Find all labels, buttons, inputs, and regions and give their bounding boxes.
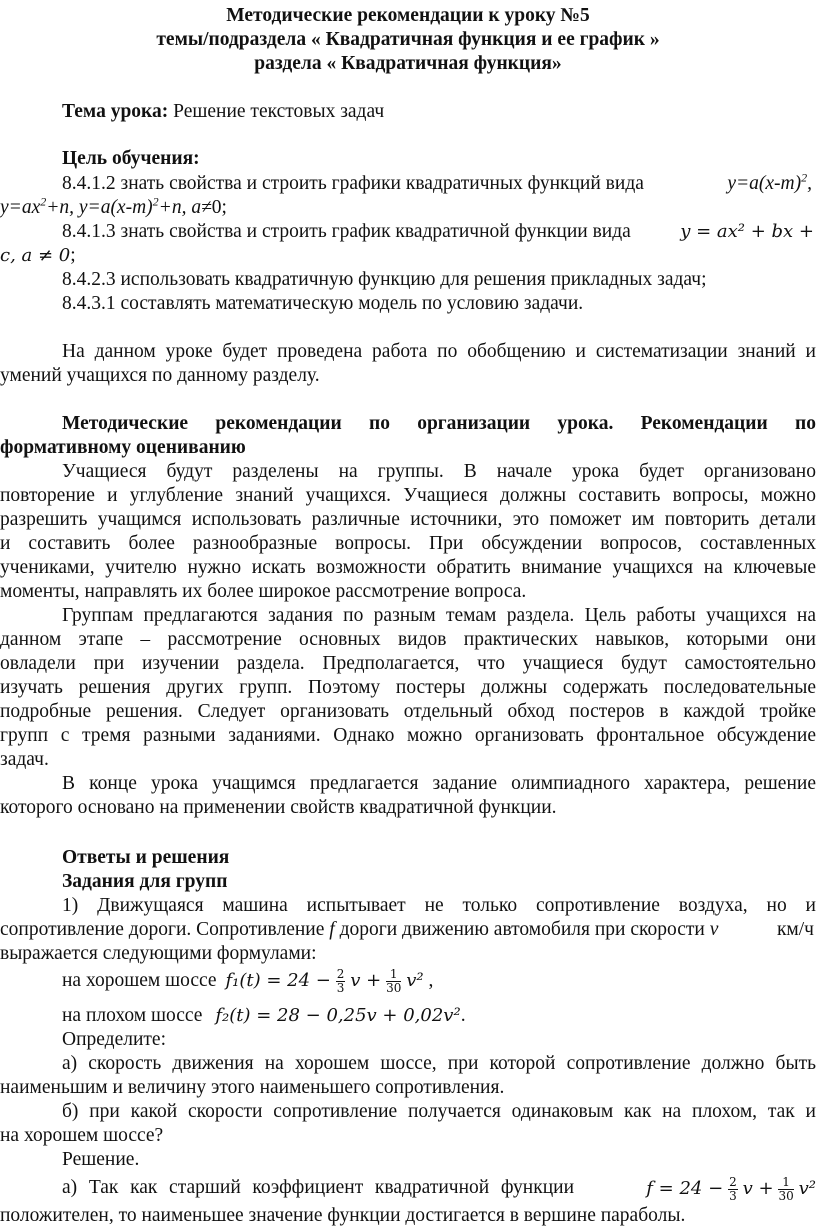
methods-p2-line: овладели при изучении раздела. Предполагается, что учащиеся будут самостоятельно [0, 653, 816, 674]
task-1-line-2: сопротивление дороги. Сопротивление f дороги движению автомобиля при скорости v км/ч [0, 919, 814, 940]
methods-p2-line: групп с тремя разными заданиями. Однако можно организовать фронтальное обсуждение [0, 725, 816, 746]
variable-f: f [329, 919, 335, 940]
task-1-line-1: 1) Движущаяся машина испытывает не только сопротивление воздуха, но и [62, 895, 816, 916]
goal-2-formula: y = ax² + bx + [680, 221, 814, 242]
methods-p2-line: подробные решения. Следует организовать отдельный обход постеров в каждой тройке [0, 701, 816, 722]
methods-heading-line-1: Методические рекомендации по организации урока. Рекомендации по [62, 413, 816, 434]
goal-1-line-1 [62, 172, 816, 196]
answers-subheading: Задания для групп [62, 871, 228, 892]
variable-v: v [709, 919, 719, 940]
methods-p2-line: изучать решения других групп. Поэтому постеры должны содержать последовательные [0, 677, 816, 698]
answers-heading: Ответы и решения [62, 847, 230, 868]
topic-label: Тема урока: [62, 101, 169, 122]
goal-2-line-1 [62, 220, 816, 244]
header-line-2: темы/подраздела « Квадратичная функция и ее график » [156, 29, 660, 50]
goal-3: 8.4.2.3 использовать квадратичную функцию для решения прикладных задач; [62, 269, 707, 290]
methods-p1-line: разрешить учащимся использовать различные источники, это поможет им повторить детали [0, 509, 816, 530]
goal-4: 8.4.3.1 составлять математическую модель по условию задачи. [62, 293, 584, 314]
good-road-label: на хорошем шоссе [62, 969, 217, 991]
header-line-3: раздела « Квадратичная функция» [254, 53, 562, 74]
question-a-line-2: наименьшим и величину этого наименьшего сопротивления. [0, 1077, 505, 1098]
goal-2-text: 8.4.1.3 знать свойства и строить график квадратичной функции вида [62, 221, 631, 242]
methods-p3-line: В конце урока учащимся предлагается задание олимпиадного характера, решение [62, 773, 816, 794]
question-b-line-2: на хорошем шоссе? [0, 1125, 164, 1146]
methods-p1-line: учениками, учителю нужно искать возможности обратить внимание учащихся на ключевые [0, 557, 816, 578]
bad-road-label: на плохом шоссе [62, 1005, 203, 1026]
header-line-1: Методические рекомендации к уроку №5 [226, 5, 590, 26]
determine-label: Определите: [62, 1029, 167, 1050]
question-b-line-1: б) при какой скорости сопротивление получается одинаковым как на плохом, так и [62, 1101, 816, 1122]
goal-1-line-2 [0, 196, 227, 220]
methods-p2-line: Группам предлагаются задания по разным темам раздела. Цель работы учащихся на [62, 605, 816, 626]
topic-line [62, 100, 384, 124]
bad-road-formula-line: на плохом шоссе f₂(t) = 28 − 0,25v + 0,02v². [62, 1005, 466, 1026]
methods-p1-line: Учащиеся будут разделены на группы. В начале урока будет организовано [62, 461, 816, 482]
solution-line-1: а) Так как старший коэффициент квадратичной функции f = 24 − $\frac{2}{3}$ v + $\frac{1}{30}$ v² [62, 1175, 816, 1203]
methods-p1-line: и составить более разнообразные вопросы. При обсуждении вопросов, составленных [0, 533, 816, 554]
solution-label: Решение. [62, 1149, 140, 1170]
methods-p2-line: задач. [0, 749, 49, 770]
goal-1-formula-b: $y=ax^2+n$, $y=a(x-m)^2+n$, a≠ [0, 194, 212, 218]
methods-p2-line: данном этапе – рассмотрение основных видов практических навыков, которыми они [0, 629, 816, 650]
methods-p1-line: моменты, направлять их более широкое рассмотрение вопроса. [0, 581, 527, 602]
topic-value: Решение текстовых задач [173, 101, 385, 122]
methods-p3-line: которого основано на применении свойств квадратичной функции. [0, 797, 557, 818]
goals-heading: Цель обучения: [62, 148, 200, 169]
question-a-line-1: а) скорость движения на хорошем шоссе, при которой сопротивление должно быть [62, 1053, 816, 1074]
good-road-formula-line: на хорошем шоссе f₁(t) = 24 − $\frac{2}{3}$ v + $\frac{1}{30}$ v² , [62, 967, 434, 995]
task-1-line-3: выражается следующими формулами: [0, 943, 317, 964]
goal-2-formula-cont: c, a ≠ 0 [0, 245, 71, 266]
goal-1-text: 8.4.1.2 знать свойства и строить графики квадратичных функций вида [62, 173, 644, 194]
methods-heading-line-2: формативному оцениванию [0, 437, 246, 458]
goal-1-end: 0; [211, 197, 227, 218]
intro-line-1: На данном уроке будет проведена работа по обобщению и систематизации знаний и [62, 341, 816, 362]
goal-2-end: ; [70, 245, 76, 266]
solution-line-2: положителен, то наименьшее значение функции достигается в вершине параболы. [0, 1205, 686, 1226]
methods-p1-line: повторение и углубление знаний учащихся. Учащиеся должны составить вопросы, можно [0, 485, 816, 506]
goal-2-line-2 [0, 244, 76, 268]
goal-1-formula-a: $y=a(x-m)^2$, [727, 170, 812, 194]
intro-line-2: умений учащихся по данному разделу. [0, 365, 320, 386]
